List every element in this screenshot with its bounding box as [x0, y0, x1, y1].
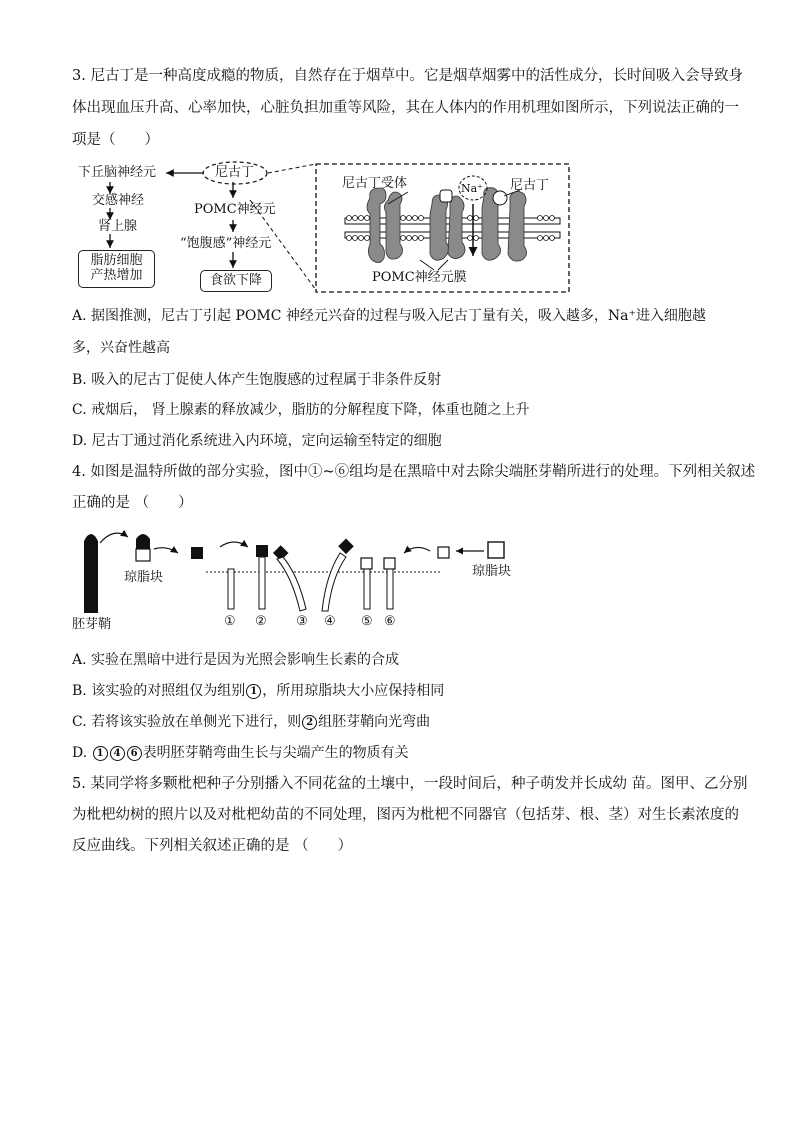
nicotine-label: 尼古丁: [215, 165, 255, 180]
q4-option-d: [72, 743, 409, 763]
q3-option-a-line1: A. 据图推测，尼古丁引起 POMC 神经元兴奋的过程与吸入尼古丁量有关，吸入越多，Na⁺进入细胞越: [72, 308, 706, 324]
receptor-label: 尼古丁受体: [342, 176, 408, 191]
q4-option-b-group-number: 1: [246, 684, 261, 699]
group-4-label: ④: [324, 614, 336, 629]
fat-cell-line2: 产热增加: [90, 268, 143, 283]
q4-option-d-group-number-1: 1: [93, 746, 108, 761]
q5-line-2: 为枇杷幼树的照片以及对枇杷幼苗的不同处理，图丙为枇杷不同器官（包括芽、根、茎）对生长素浓度的: [72, 807, 739, 823]
membrane-label: POMC神经元膜: [372, 270, 467, 285]
q3-option-b: B. 吸入的尼古丁促使人体产生饱腹感的过程属于非条件反射: [72, 372, 442, 388]
agar-block-label-right: 琼脂块: [472, 564, 512, 579]
q4-option-b-text-end: ，所用琼脂块大小应保持相同: [262, 683, 445, 699]
q4-option-c-text-end: 组胚芽鞘向光弯曲: [318, 714, 431, 730]
q4-option-b-text: B. 该实验的对照组仅为组别: [72, 683, 246, 699]
group-6-label: ⑥: [384, 614, 396, 629]
hypothalamus-label: 下丘脑神经元: [78, 165, 157, 180]
sympathetic-label: 交感神经: [92, 193, 145, 208]
q3-line-3: 项是（ ）: [72, 132, 159, 148]
group-3-label: ③: [296, 614, 308, 629]
nicotine-label-2: 尼古丁: [510, 178, 550, 193]
q4-option-d-group-number-3: 6: [127, 746, 142, 761]
group-2-label: ②: [255, 614, 267, 629]
q3-option-d: D. 尼古丁通过消化系统进入内环境，定向运输至特定的细胞: [72, 433, 442, 449]
appetite-label: 食欲下降: [209, 273, 262, 288]
q4-line-2: 正确的是 （ ）: [72, 495, 193, 511]
q4-option-c-text: C. 若将该实验放在单侧光下进行，则: [72, 714, 302, 730]
q4-option-a: A. 实验在黑暗中进行是因为光照会影响生长素的合成: [72, 652, 400, 668]
q3-option-a-line2: 多，兴奋性越高: [72, 340, 170, 356]
sodium-ion-label: Na⁺: [461, 182, 483, 195]
appetite-box: [200, 270, 272, 292]
satiety-neuron-label: “饱腹感”神经元: [180, 236, 272, 251]
q3-line-1: 3. 尼古丁是一种高度成瘾的物质，自然存在于烟草中。它是烟草烟雾中的活性成分，长时间吸入会导致身: [72, 68, 743, 84]
q4-option-c: [72, 712, 430, 732]
q3-line-2: 体出现血压升高、心率加快，心脏负担加重等风险，其在人体内的作用机理如图所示，下列说法正确的一: [72, 100, 739, 116]
pomc-neuron-label: POMC神经元: [194, 202, 276, 217]
coleoptile-label: 胚芽鞘: [72, 617, 112, 632]
fat-cell-box: [78, 250, 155, 288]
group-1-label: ①: [224, 614, 236, 629]
q4-diagram: [70, 525, 530, 637]
q4-line-1: 4. 如图是温特所做的部分实验，图中①~⑥组均是在黑暗中对去除尖端胚芽鞘所进行的处理。下列相关叙述: [72, 464, 756, 480]
q3-option-c: C. 戒烟后， 肾上腺素的释放减少，脂肪的分解程度下降，体重也随之上升: [72, 402, 530, 418]
q4-option-d-group-number-2: 4: [110, 746, 125, 761]
group-5-label: ⑤: [361, 614, 373, 629]
q4-option-d-text-end: 表明胚芽鞘弯曲生长与尖端产生的物质有关: [142, 745, 409, 761]
adrenal-label: 肾上腺: [98, 219, 138, 234]
q5-line-1: 5. 某同学将多颗枇杷种子分别播入不同花盆的土壤中，一段时间后，种子萌发并长成幼 苗。图甲、乙分别: [72, 776, 748, 792]
q4-option-b: [72, 681, 444, 701]
fat-cell-line1: 脂肪细胞: [90, 253, 143, 268]
q5-line-3: 反应曲线。下列相关叙述正确的是 （ ）: [72, 838, 353, 854]
agar-block-label-left: 琼脂块: [124, 570, 164, 585]
q4-option-d-text: D.: [72, 745, 92, 761]
q3-diagram: [70, 160, 580, 300]
q4-option-c-group-number: 2: [302, 715, 317, 730]
